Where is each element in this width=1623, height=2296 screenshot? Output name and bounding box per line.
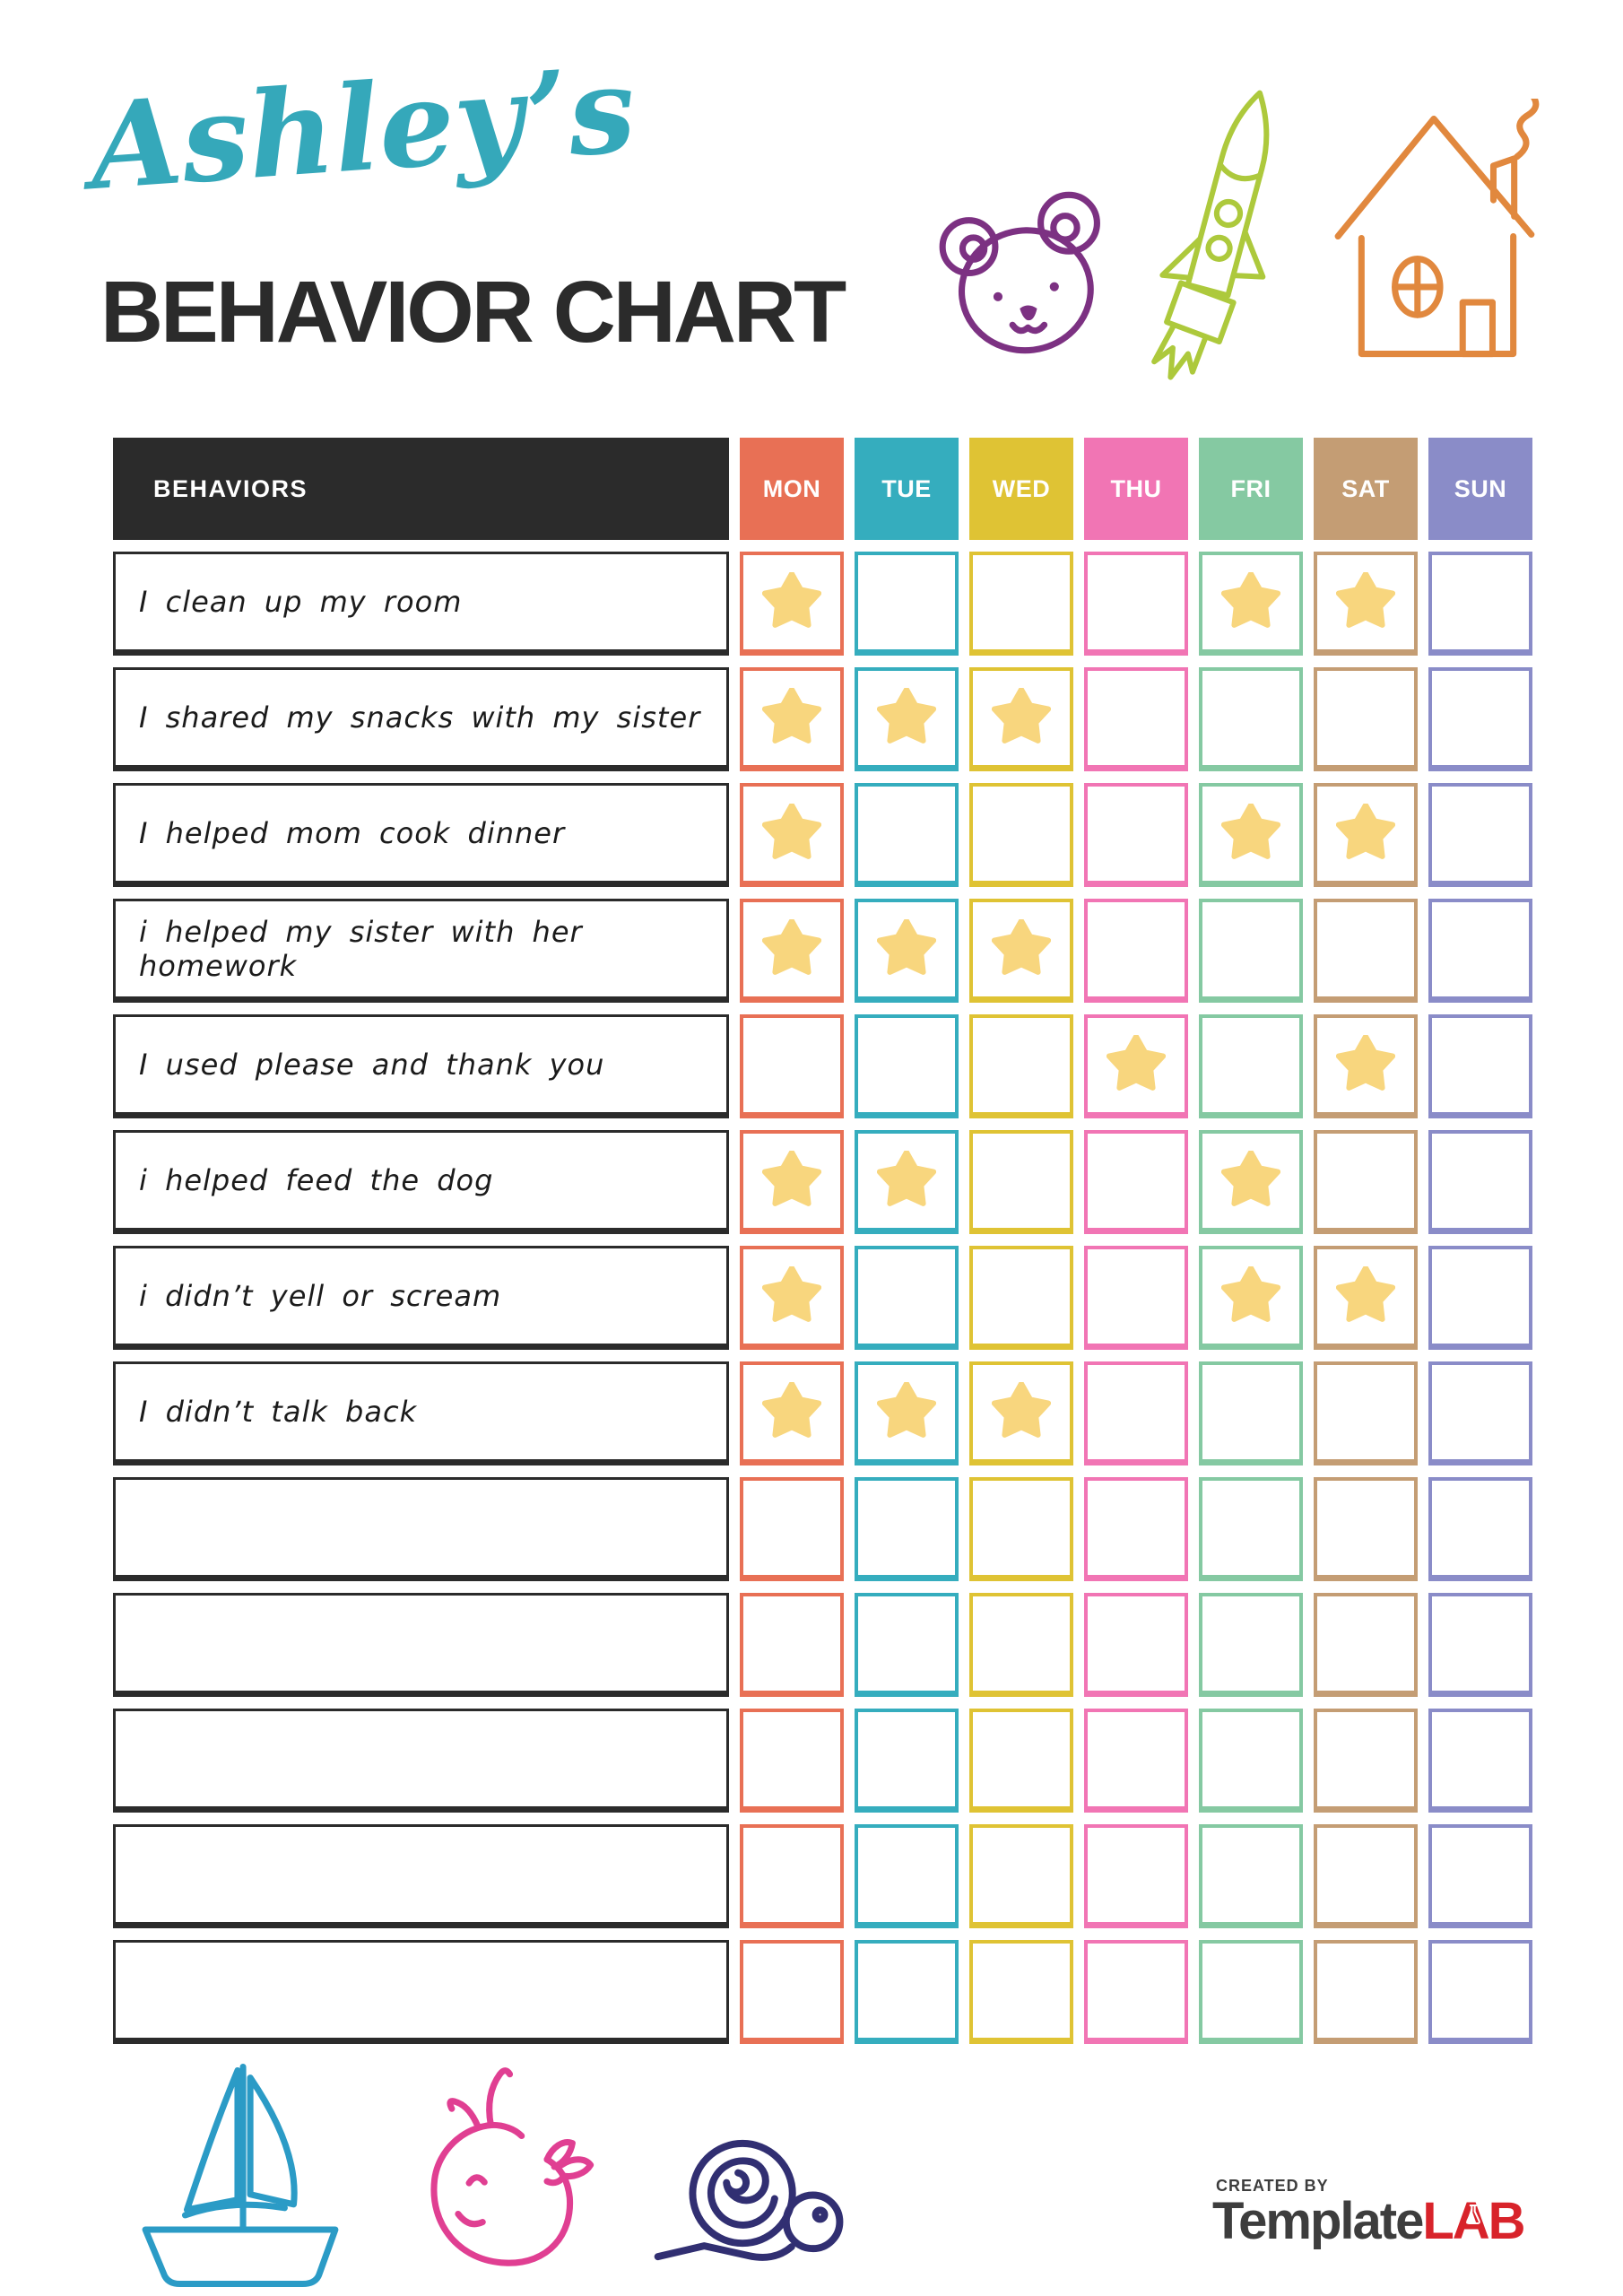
behavior-label: I used please and thank you — [113, 1014, 729, 1118]
behaviors-header: BEHAVIORS — [113, 438, 729, 540]
day-cell-wed — [969, 1709, 1073, 1813]
day-cell-sat — [1314, 1593, 1418, 1697]
day-cell-fri — [1199, 1940, 1303, 2044]
day-header-tue: TUE — [855, 438, 959, 540]
star-icon — [992, 1382, 1051, 1439]
star-icon — [1336, 1266, 1395, 1324]
day-cell-wed — [969, 1014, 1073, 1118]
day-cell-fri — [1199, 1477, 1303, 1581]
day-cell-wed — [969, 1477, 1073, 1581]
star-icon — [762, 688, 821, 745]
rocket-icon — [1137, 77, 1307, 393]
day-cell-fri — [1199, 1824, 1303, 1928]
star-icon — [877, 1382, 936, 1439]
day-header-sun: SUN — [1428, 438, 1532, 540]
day-cell-fri — [1199, 1130, 1303, 1234]
day-cell-sun — [1428, 1014, 1532, 1118]
behavior-label — [113, 1940, 729, 2044]
day-cell-sun — [1428, 1593, 1532, 1697]
day-cell-tue — [855, 1709, 959, 1813]
day-cell-wed — [969, 1246, 1073, 1350]
star-icon — [1221, 572, 1280, 630]
day-cell-sun — [1428, 1940, 1532, 2044]
day-cell-sun — [1428, 1709, 1532, 1813]
day-cell-sat — [1314, 1014, 1418, 1118]
day-cell-mon — [740, 1477, 844, 1581]
day-cell-tue — [855, 667, 959, 771]
behavior-label: i didn’t yell or scream — [113, 1246, 729, 1350]
day-cell-fri — [1199, 1361, 1303, 1465]
brand-lab-text: LAB — [1422, 2192, 1524, 2250]
day-cell-sat — [1314, 1246, 1418, 1350]
whale-icon — [384, 2059, 624, 2291]
day-cell-wed — [969, 1361, 1073, 1465]
day-cell-tue — [855, 1940, 959, 2044]
day-cell-wed — [969, 1940, 1073, 2044]
day-cell-wed — [969, 783, 1073, 887]
day-cell-tue — [855, 552, 959, 656]
day-cell-wed — [969, 1593, 1073, 1697]
day-cell-thu — [1084, 1593, 1188, 1697]
star-icon — [762, 804, 821, 861]
day-cell-sun — [1428, 1361, 1532, 1465]
behavior-label: i helped feed the dog — [113, 1130, 729, 1234]
day-cell-sun — [1428, 667, 1532, 771]
day-cell-thu — [1084, 552, 1188, 656]
day-cell-thu — [1084, 1477, 1188, 1581]
day-cell-fri — [1199, 1709, 1303, 1813]
day-cell-sat — [1314, 1709, 1418, 1813]
behavior-label — [113, 1709, 729, 1813]
star-icon — [877, 919, 936, 977]
day-header-wed: WED — [969, 438, 1073, 540]
behavior-label: I didn’t talk back — [113, 1361, 729, 1465]
day-cell-mon — [740, 667, 844, 771]
page-title: BEHAVIOR CHART — [100, 263, 845, 361]
day-cell-thu — [1084, 667, 1188, 771]
day-cell-sat — [1314, 667, 1418, 771]
day-cell-thu — [1084, 899, 1188, 1003]
day-cell-sat — [1314, 552, 1418, 656]
day-header-thu: THU — [1084, 438, 1188, 540]
star-icon — [1336, 572, 1395, 630]
day-cell-mon — [740, 1709, 844, 1813]
day-cell-tue — [855, 1130, 959, 1234]
brand-template: Template — [1212, 2192, 1423, 2250]
day-cell-thu — [1084, 1824, 1188, 1928]
day-cell-sun — [1428, 1824, 1532, 1928]
day-cell-fri — [1199, 783, 1303, 887]
sailboat-icon — [131, 2052, 348, 2292]
day-cell-thu — [1084, 1940, 1188, 2044]
day-cell-tue — [855, 1246, 959, 1350]
day-cell-thu — [1084, 1246, 1188, 1350]
star-icon — [762, 1266, 821, 1324]
star-icon — [1107, 1035, 1166, 1092]
brand-logo — [1212, 2178, 1524, 2248]
star-icon — [877, 1151, 936, 1208]
day-cell-mon — [740, 1246, 844, 1350]
behavior-label: I clean up my room — [113, 552, 729, 656]
star-icon — [877, 688, 936, 745]
day-cell-thu — [1084, 1361, 1188, 1465]
star-icon — [762, 572, 821, 630]
star-icon — [1336, 804, 1395, 861]
day-cell-tue — [855, 783, 959, 887]
day-cell-mon — [740, 1824, 844, 1928]
flask-icon — [1464, 2203, 1482, 2226]
day-cell-thu — [1084, 1130, 1188, 1234]
day-cell-wed — [969, 552, 1073, 656]
house-icon — [1325, 99, 1551, 375]
snail-icon — [647, 2122, 864, 2269]
day-cell-sun — [1428, 1477, 1532, 1581]
day-cell-sun — [1428, 783, 1532, 887]
star-icon — [992, 919, 1051, 977]
day-cell-mon — [740, 783, 844, 887]
day-cell-fri — [1199, 1593, 1303, 1697]
day-cell-thu — [1084, 783, 1188, 887]
behavior-table — [113, 438, 1532, 2044]
day-cell-sun — [1428, 1130, 1532, 1234]
behavior-label: I shared my snacks with my sister — [113, 667, 729, 771]
day-cell-mon — [740, 1940, 844, 2044]
day-header-mon: MON — [740, 438, 844, 540]
day-cell-fri — [1199, 552, 1303, 656]
behavior-label: i helped my sister with her homework — [113, 899, 729, 1003]
day-cell-sat — [1314, 899, 1418, 1003]
behavior-label — [113, 1824, 729, 1928]
day-cell-fri — [1199, 899, 1303, 1003]
day-cell-mon — [740, 1130, 844, 1234]
day-cell-wed — [969, 1824, 1073, 1928]
day-cell-sat — [1314, 1477, 1418, 1581]
day-cell-tue — [855, 899, 959, 1003]
day-cell-thu — [1084, 1709, 1188, 1813]
day-cell-sat — [1314, 1940, 1418, 2044]
day-cell-sat — [1314, 1361, 1418, 1465]
day-cell-tue — [855, 1477, 959, 1581]
created-by-label: CREATED BY — [1216, 2177, 1329, 2195]
star-icon — [1221, 1266, 1280, 1324]
day-header-sat: SAT — [1314, 438, 1418, 540]
day-cell-mon — [740, 1014, 844, 1118]
behavior-label — [113, 1477, 729, 1581]
day-cell-tue — [855, 1824, 959, 1928]
day-cell-fri — [1199, 667, 1303, 771]
star-icon — [1336, 1035, 1395, 1092]
day-cell-mon — [740, 1593, 844, 1697]
day-cell-sat — [1314, 1824, 1418, 1928]
day-cell-wed — [969, 667, 1073, 771]
day-cell-sat — [1314, 783, 1418, 887]
brand-lab — [1422, 2192, 1523, 2250]
day-cell-sun — [1428, 552, 1532, 656]
day-cell-tue — [855, 1361, 959, 1465]
day-cell-wed — [969, 1130, 1073, 1234]
day-cell-sat — [1314, 1130, 1418, 1234]
bear-icon — [933, 190, 1137, 359]
behavior-label — [113, 1593, 729, 1697]
star-icon — [762, 919, 821, 977]
star-icon — [1221, 1151, 1280, 1208]
star-icon — [762, 1382, 821, 1439]
day-cell-wed — [969, 899, 1073, 1003]
day-cell-mon — [740, 552, 844, 656]
day-cell-fri — [1199, 1014, 1303, 1118]
day-header-fri: FRI — [1199, 438, 1303, 540]
day-cell-thu — [1084, 1014, 1188, 1118]
day-cell-mon — [740, 899, 844, 1003]
day-cell-fri — [1199, 1246, 1303, 1350]
page-title-name: Ashley’s — [85, 39, 640, 218]
star-icon — [762, 1151, 821, 1208]
day-cell-tue — [855, 1593, 959, 1697]
star-icon — [992, 688, 1051, 745]
day-cell-sun — [1428, 899, 1532, 1003]
star-icon — [1221, 804, 1280, 861]
day-cell-mon — [740, 1361, 844, 1465]
day-cell-tue — [855, 1014, 959, 1118]
behavior-label: I helped mom cook dinner — [113, 783, 729, 887]
day-cell-sun — [1428, 1246, 1532, 1350]
